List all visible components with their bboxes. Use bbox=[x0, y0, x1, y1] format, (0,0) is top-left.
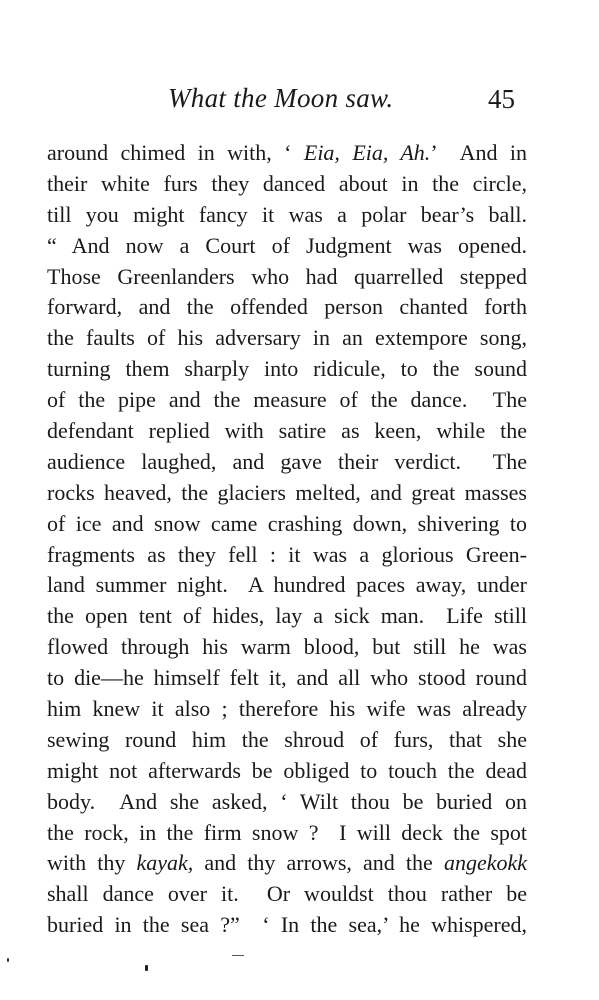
text-line bbox=[47, 879, 527, 910]
text-segment: of ice and snow came crashing down, shivering to bbox=[47, 510, 527, 536]
text-line bbox=[47, 385, 527, 416]
text-segment: ’ And in bbox=[430, 140, 527, 165]
text-segment: and thy arrows, and the bbox=[193, 850, 444, 876]
text-line bbox=[47, 478, 527, 509]
text-segment: defendant replied with satire as keen, while the bbox=[47, 418, 527, 444]
running-head: What the Moon saw. bbox=[168, 83, 394, 113]
text-line bbox=[47, 694, 527, 725]
text-segment: the open tent of hides, lay a sick man. Life still bbox=[47, 603, 527, 629]
text-segment: sewing round him the shroud of furs, that she bbox=[47, 726, 527, 752]
speck-mark bbox=[145, 965, 148, 971]
text-line bbox=[47, 756, 527, 787]
text-segment: fragments as they fell : it was a glorious Green- bbox=[47, 541, 527, 567]
text-segment: turning them sharply into ridicule, to the sound bbox=[47, 356, 527, 382]
speck-mark bbox=[7, 958, 9, 962]
italic-text: angekokk bbox=[443, 850, 527, 876]
text-line bbox=[47, 663, 527, 694]
text-segment: around chimed in with, ‘ bbox=[47, 140, 304, 165]
text-line bbox=[47, 632, 527, 663]
italic-text: Eia, Eia, Ah. bbox=[303, 140, 431, 165]
text-segment: flowed through his warm blood, but still he was bbox=[47, 634, 527, 660]
text-segment: with thy bbox=[47, 850, 137, 876]
text-segment: till you might fancy it was a polar bear’s ball. bbox=[47, 201, 527, 227]
text-line bbox=[47, 231, 527, 262]
body-text bbox=[47, 138, 527, 941]
text-line bbox=[47, 509, 527, 540]
text-line bbox=[47, 447, 527, 478]
text-line bbox=[47, 416, 527, 447]
text-segment: buried in the sea ?” ‘ In the sea,’ he whispered, bbox=[47, 912, 527, 938]
text-segment: forward, and the offended person chanted forth bbox=[47, 294, 527, 320]
text-line bbox=[47, 725, 527, 756]
text-line bbox=[47, 787, 527, 818]
text-segment: shall dance over it. Or wouldst thou rather be bbox=[47, 881, 527, 907]
text-segment: “ And now a Court of Judgment was opened. bbox=[47, 232, 527, 258]
text-segment: their white furs they danced about in the circle, bbox=[47, 170, 527, 196]
italic-text: kayak, bbox=[136, 850, 194, 876]
text-segment: Those Greenlanders who had quarrelled stepped bbox=[47, 263, 527, 289]
text-line bbox=[47, 570, 527, 601]
text-line bbox=[47, 910, 527, 941]
text-line bbox=[47, 323, 527, 354]
text-segment: audience laughed, and gave their verdict. The bbox=[47, 448, 527, 474]
text-line bbox=[47, 540, 527, 571]
speck-mark bbox=[232, 955, 244, 956]
text-line bbox=[47, 262, 527, 293]
text-segment: might not afterwards be obliged to touch the dead bbox=[47, 757, 527, 783]
text-line bbox=[47, 354, 527, 385]
text-line bbox=[47, 818, 527, 849]
text-line bbox=[47, 601, 527, 632]
text-line bbox=[47, 138, 527, 169]
text-line bbox=[47, 169, 527, 200]
text-segment: body. And she asked, ‘ Wilt thou be buried on bbox=[47, 788, 527, 814]
text-segment: him knew it also ; therefore his wife was already bbox=[47, 696, 527, 722]
text-segment: the faults of his adversary in an extempore song, bbox=[47, 325, 527, 351]
text-line bbox=[47, 848, 527, 879]
text-segment: the rock, in the firm snow ? I will deck the spot bbox=[47, 819, 527, 845]
text-line bbox=[47, 200, 527, 231]
text-line bbox=[47, 292, 527, 323]
text-segment: to die—he himself felt it, and all who stood round bbox=[47, 665, 527, 691]
text-segment: of the pipe and the measure of the dance. The bbox=[47, 387, 527, 413]
text-segment: land summer night. A hundred paces away, under bbox=[47, 572, 527, 598]
page-number: 45 bbox=[488, 84, 515, 114]
text-segment: rocks heaved, the glaciers melted, and great masses bbox=[47, 479, 527, 505]
